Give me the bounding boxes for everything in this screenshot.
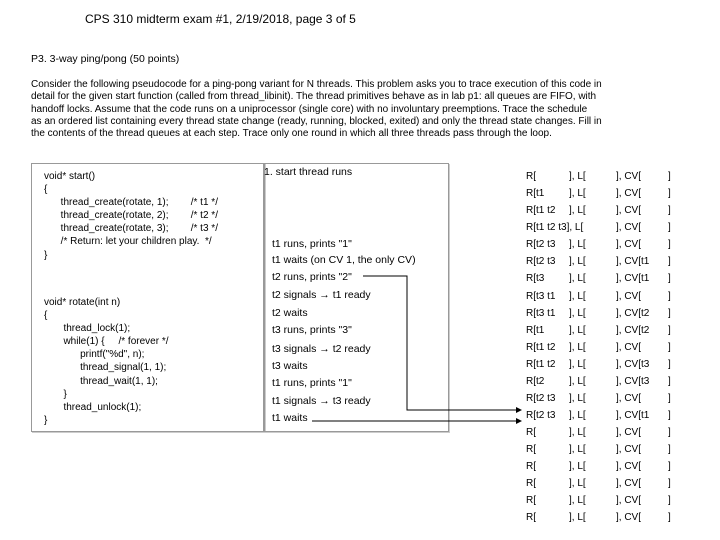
cv-queue: ], CV[t1 bbox=[616, 410, 650, 421]
row-end: ] bbox=[668, 205, 671, 216]
cv-queue: ], CV[ bbox=[616, 393, 642, 404]
cv-queue: ], CV[ bbox=[616, 222, 642, 233]
trace-step: t3 waits bbox=[272, 360, 308, 372]
start-function-code: void* start() { thread_create(rotate, 1); /* t1 */ thread_create(rotate, 2); /* t2 */ thread_create(rotate, 3); /* t3 */ /* Return: let your children play. */ } bbox=[44, 171, 218, 261]
row-end: ] bbox=[668, 427, 671, 438]
lock-queue: ], L[ bbox=[569, 256, 586, 267]
lock-queue: ], L[ bbox=[569, 478, 586, 489]
row-end: ] bbox=[668, 478, 671, 489]
rotate-function-code: void* rotate(int n) { thread_lock(1); while(1) { /* forever */ printf("%d", n); thread_signal(1, 1); thread_wait(1, 1); } thread_unlock(1); } bbox=[44, 297, 169, 426]
intro-line: handoff locks. Assume that the code runs on a uniprocessor (single core) with no involuntary preemptions. Trace the schedule bbox=[31, 103, 588, 115]
row-end: ] bbox=[668, 495, 671, 506]
cv-queue: ], CV[ bbox=[616, 205, 642, 216]
lock-queue: ], L[ bbox=[569, 291, 586, 302]
row-end: ] bbox=[668, 393, 671, 404]
ready-queue: R[ bbox=[526, 512, 536, 523]
trace-step: t1 runs, prints "1" bbox=[272, 377, 352, 389]
ready-queue: R[ bbox=[526, 427, 536, 438]
row-end: ] bbox=[668, 410, 671, 421]
cv-queue: ], CV[t1 bbox=[616, 256, 650, 267]
intro-line: detail for the given start function (called from thread_libinit). The thread primitives behave as in lab p1: all queues are FIFO, with bbox=[31, 91, 597, 103]
ready-queue: R[t1 bbox=[526, 188, 545, 199]
row-end: ] bbox=[668, 256, 671, 267]
lock-queue: ], L[ bbox=[569, 239, 586, 250]
lock-queue: ], L[ bbox=[569, 188, 586, 199]
ready-queue: R[t3 t1 bbox=[526, 308, 556, 319]
cv-queue: ], CV[ bbox=[616, 342, 642, 353]
ready-queue: R[t1 t2 bbox=[526, 342, 556, 353]
intro-line: as an ordered list containing every thread state change (ready, running, blocked, exited) and only the thread state changes. Fill in bbox=[31, 115, 602, 127]
trace-step: t1 waits (on CV 1, the only CV) bbox=[272, 254, 416, 266]
row-end: ] bbox=[668, 308, 671, 319]
row-end: ] bbox=[668, 325, 671, 336]
lock-queue: ], L[ bbox=[569, 495, 586, 506]
intro-line: Consider the following pseudocode for a ping-pong variant for N threads. This problem asks you to trace execution of this code in bbox=[31, 79, 602, 90]
lock-queue: ], L[ bbox=[569, 512, 586, 523]
row-end: ] bbox=[668, 239, 671, 250]
cv-queue: ], CV[t3 bbox=[616, 376, 650, 387]
trace-step: 1. start thread runs bbox=[264, 166, 353, 178]
cv-queue: ], CV[t3 bbox=[616, 359, 650, 370]
ready-queue: R[t3 t1 bbox=[526, 291, 556, 302]
cv-queue: ], CV[t2 bbox=[616, 325, 650, 336]
cv-queue: ], CV[ bbox=[616, 461, 642, 472]
lock-queue: ], L[ bbox=[569, 308, 586, 319]
cv-queue: ], CV[ bbox=[616, 512, 642, 523]
cv-queue: ], CV[t2 bbox=[616, 308, 650, 319]
row-end: ] bbox=[668, 188, 671, 199]
lock-queue: ], L[ bbox=[569, 376, 586, 387]
row-end: ] bbox=[668, 171, 671, 182]
ready-queue: R[t1 t2 bbox=[526, 359, 556, 370]
lock-queue: ], L[ bbox=[569, 461, 586, 472]
lock-queue: ], L[ bbox=[569, 205, 586, 216]
ready-queue: R[t1 t2 bbox=[526, 205, 556, 216]
lock-queue: ], L[ bbox=[569, 393, 586, 404]
row-end: ] bbox=[668, 291, 671, 302]
cv-queue: ], CV[ bbox=[616, 495, 642, 506]
cv-queue: ], CV[ bbox=[616, 239, 642, 250]
cv-queue: ], CV[ bbox=[616, 478, 642, 489]
problem-title: P3. 3-way ping/pong (50 points) bbox=[31, 53, 180, 65]
trace-step: t1 signals → t3 ready bbox=[272, 395, 371, 407]
trace-step: t2 waits bbox=[272, 307, 308, 319]
row-end: ] bbox=[668, 444, 671, 455]
trace-step: t2 signals → t1 ready bbox=[272, 289, 371, 301]
ready-queue: R[t2 t3 bbox=[526, 410, 556, 421]
trace-step: t2 runs, prints "2" bbox=[272, 271, 352, 283]
lock-queue: ], L[ bbox=[569, 171, 586, 182]
row-end: ] bbox=[668, 376, 671, 387]
ready-queue: R[t2 t3 bbox=[526, 393, 556, 404]
trace-step: t3 runs, prints "3" bbox=[272, 324, 352, 336]
cv-queue: ], CV[ bbox=[616, 444, 642, 455]
lock-queue: ], L[ bbox=[569, 273, 586, 284]
lock-queue: ], L[ bbox=[569, 325, 586, 336]
ready-queue: R[ bbox=[526, 461, 536, 472]
cv-queue: ], CV[ bbox=[616, 427, 642, 438]
row-end: ] bbox=[668, 273, 671, 284]
cv-queue: ], CV[ bbox=[616, 171, 642, 182]
row-end: ] bbox=[668, 461, 671, 472]
row-end: ] bbox=[668, 222, 671, 233]
cv-queue: ], CV[t1 bbox=[616, 273, 650, 284]
ready-queue: R[ bbox=[526, 171, 536, 182]
ready-queue: R[ bbox=[526, 495, 536, 506]
row-end: ] bbox=[668, 342, 671, 353]
ready-queue: R[ bbox=[526, 478, 536, 489]
ready-queue: R[t3 bbox=[526, 273, 545, 284]
cv-queue: ], CV[ bbox=[616, 188, 642, 199]
lock-queue: ], L[ bbox=[569, 342, 586, 353]
trace-step: t1 runs, prints "1" bbox=[272, 238, 352, 250]
ready-queue: R[t1 t2 t3], L[ bbox=[526, 222, 584, 233]
trace-step: t3 signals → t2 ready bbox=[272, 343, 371, 355]
trace-step: t1 waits bbox=[272, 412, 308, 424]
ready-queue: R[t2 t3 bbox=[526, 239, 556, 250]
ready-queue: R[ bbox=[526, 444, 536, 455]
row-end: ] bbox=[668, 512, 671, 523]
lock-queue: ], L[ bbox=[569, 359, 586, 370]
cv-queue: ], CV[ bbox=[616, 291, 642, 302]
ready-queue: R[t2 t3 bbox=[526, 256, 556, 267]
arrow-t2-to-t1-runs bbox=[363, 276, 521, 410]
lock-queue: ], L[ bbox=[569, 410, 586, 421]
intro-line: the contents of the thread queues at each step. Trace only one round in which all three threads pass through the loop. bbox=[31, 128, 552, 140]
ready-queue: R[t2 bbox=[526, 376, 545, 387]
lock-queue: ], L[ bbox=[569, 427, 586, 438]
lock-queue: ], L[ bbox=[569, 444, 586, 455]
row-end: ] bbox=[668, 359, 671, 370]
page-header: CPS 310 midterm exam #1, 2/19/2018, page 3 of 5 bbox=[85, 12, 356, 26]
ready-queue: R[t1 bbox=[526, 325, 545, 336]
